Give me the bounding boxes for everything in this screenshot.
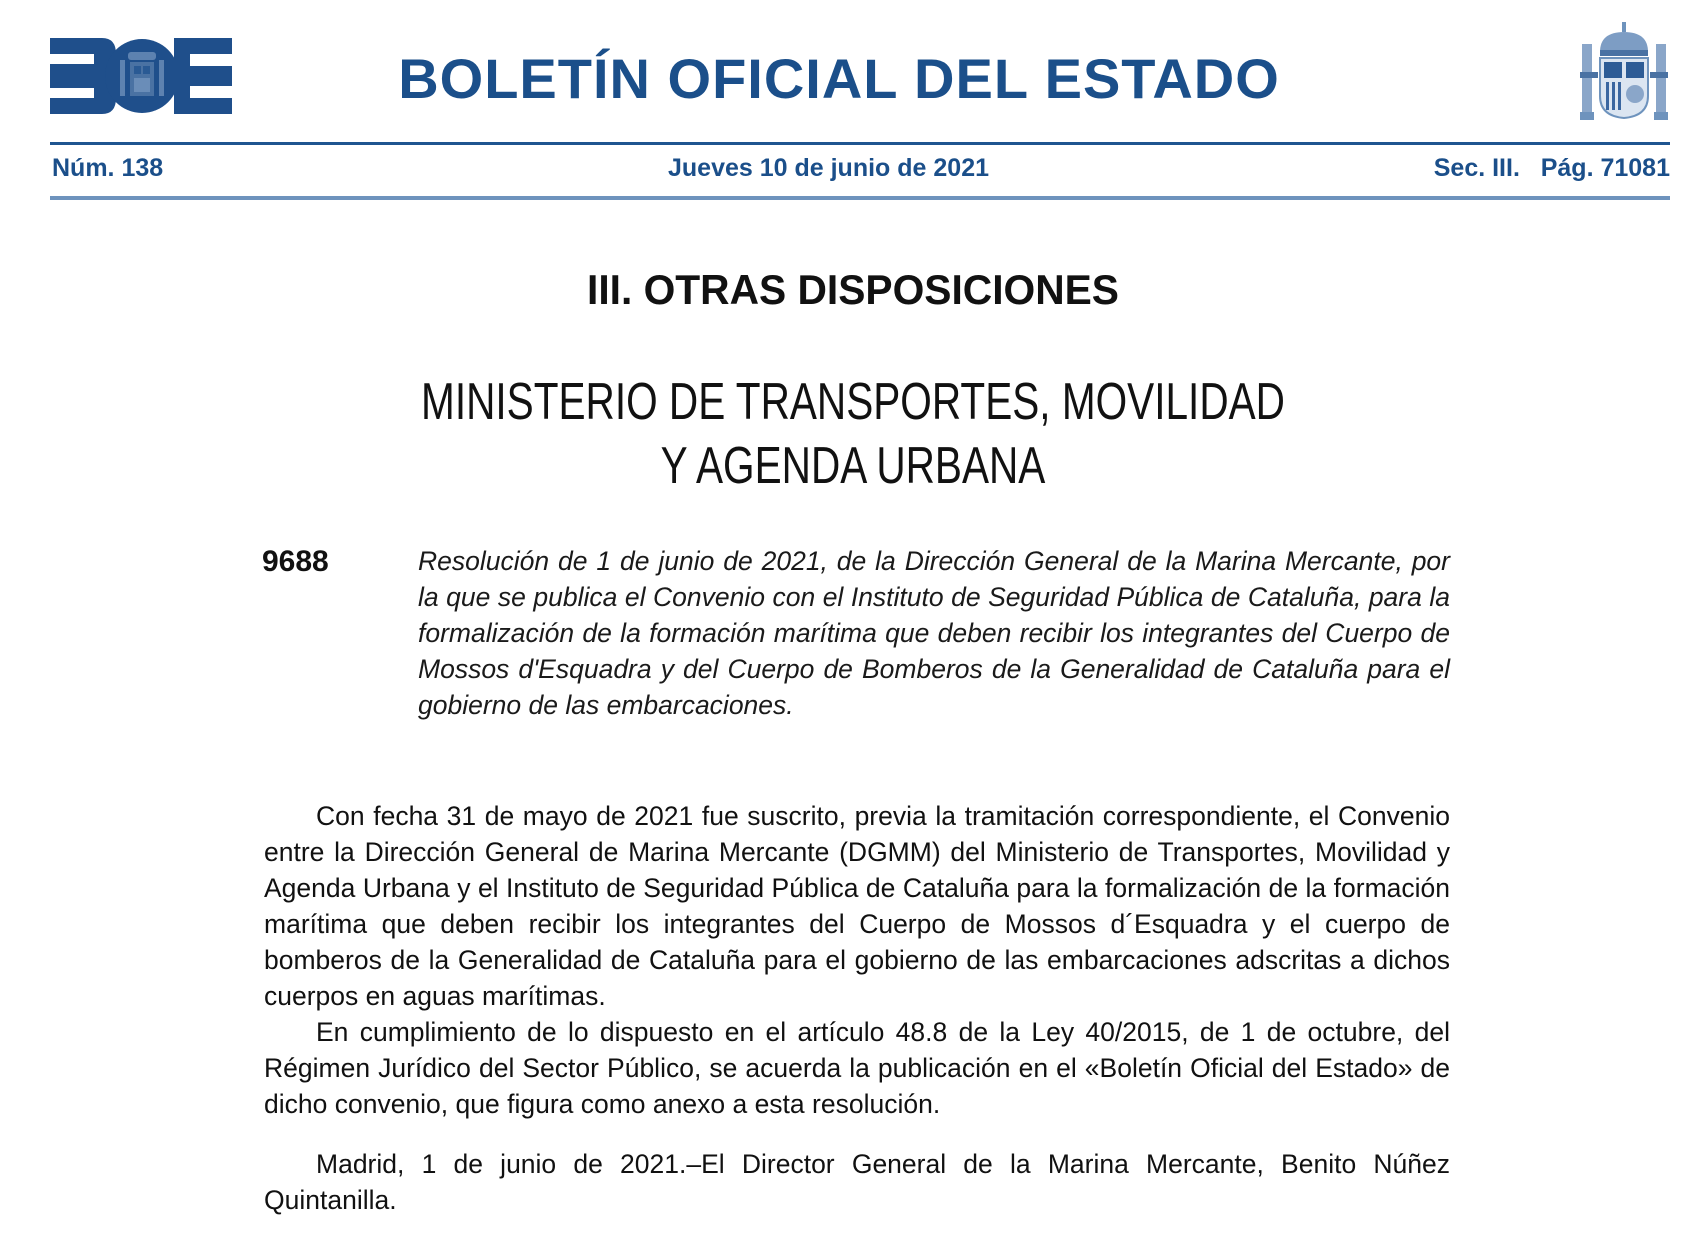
header-rule-bottom xyxy=(50,196,1670,200)
resolution-title: Resolución de 1 de junio de 2021, de la Dirección General de la Marina Mercante, por la que se publica el Convenio con el Instituto de Seguridad Pública de Cataluña, para la formalización de la formación marítima que deben recibir los integrantes del Cuerpo de Mossos d'Esquadra y del Cuerpo de Bomberos de la Generalidad de Cataluña para el gobierno de las embarcaciones. xyxy=(418,546,1450,720)
body-text xyxy=(264,798,1450,1122)
section-heading: III. OTRAS DISPOSICIONES xyxy=(587,266,1119,313)
coat-of-arms-icon xyxy=(1578,22,1670,122)
issue-number: Núm. 138 xyxy=(52,154,164,182)
issue-date: Jueves 10 de junio de 2021 xyxy=(668,154,989,182)
signature-text: Madrid, 1 de junio de 2021.–El Director General de la Marina Mercante, Benito Núñez Quintanilla. xyxy=(264,1149,1450,1215)
body-paragraph: Con fecha 31 de mayo de 2021 fue suscrito, previa la tramitación correspondiente, el Convenio entre la Dirección General de Marina Mercante (DGMM) del Ministerio de Transportes, Movilidad y Agenda Urbana y el Instituto de Seguridad Pública de Cataluña para la formalización de la formación marítima que deben recibir los integrantes del Cuerpo de Mossos d´Esquadra y el cuerpo de bomberos de la Generalidad de Cataluña para el gobierno de las embarcaciones adscritas a dichos cuerpos en aguas marítimas. xyxy=(264,801,1450,1011)
body-paragraph: En cumplimiento de lo dispuesto en el artículo 48.8 de la Ley 40/2015, de 1 de octubre, del Régimen Jurídico del Sector Público, se acuerda la publicación en el «Boletín Oficial del Estado» de dicho convenio, que figura como anexo a esta resolución. xyxy=(264,1017,1450,1119)
header-rule-top xyxy=(50,142,1670,145)
ministry-line-1: MINISTERIO DE TRANSPORTES, MOVILIDAD xyxy=(421,373,1285,431)
issue-info-bar xyxy=(52,154,1670,186)
ministry-line-2: Y AGENDA URBANA xyxy=(660,437,1046,495)
section-page: Sec. III. Pág. 71081 xyxy=(1433,154,1670,182)
signature-block xyxy=(264,1146,1450,1218)
entry-number: 9688 xyxy=(262,545,329,578)
ministry-heading xyxy=(0,370,1706,498)
publication-title xyxy=(0,46,1706,111)
publication-title-text: BOLETÍN OFICIAL DEL ESTADO xyxy=(398,47,1280,110)
